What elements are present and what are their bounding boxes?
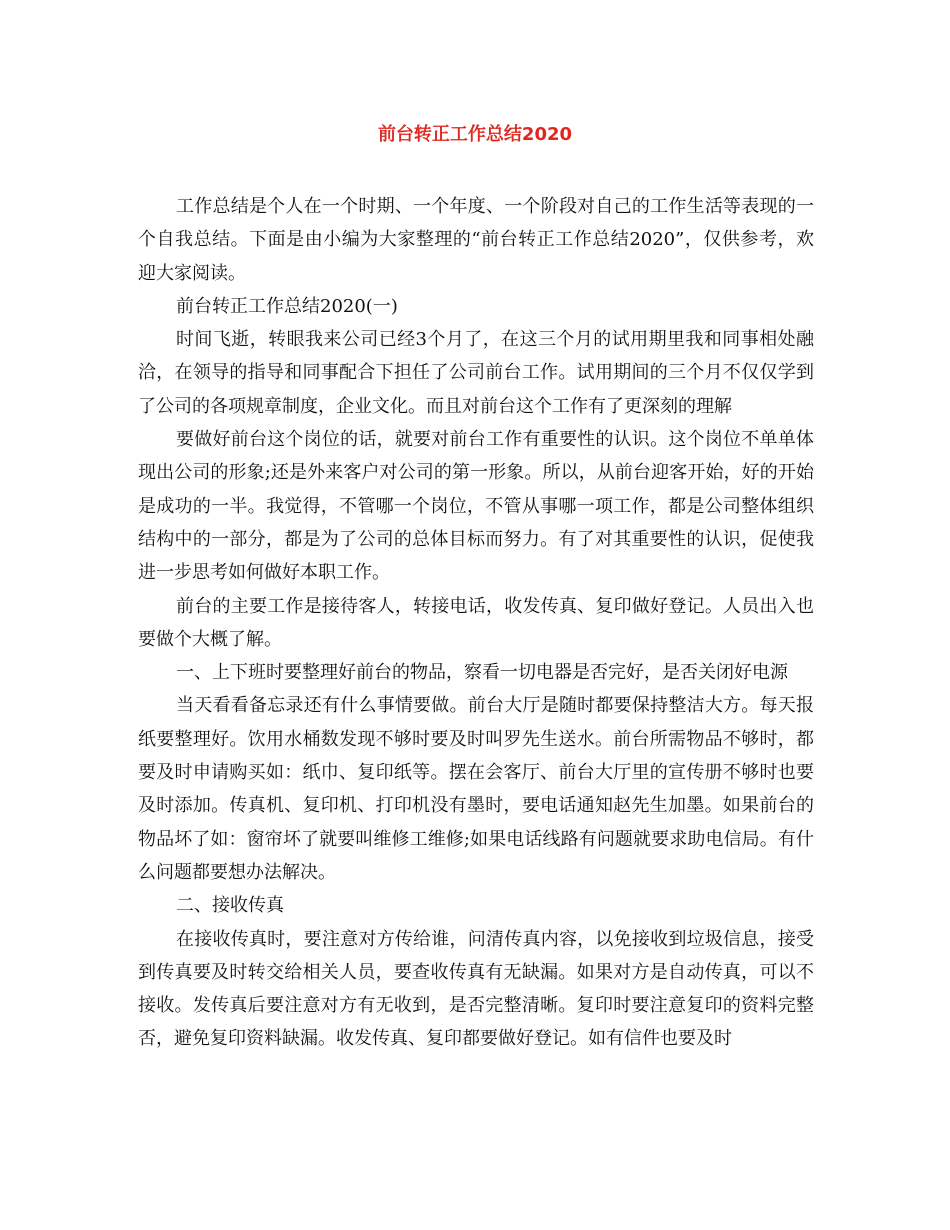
paragraph-main-duties: 前台的主要工作是接待客人，转接电话，收发传真、复印做好登记。人员出入也要做个大概了解。 [138, 595, 814, 650]
paragraph-intro: 工作总结是个人在一个时期、一个年度、一个阶段对自己的工作生活等表现的一个自我总结。下面是由小编为大家整理的“前台转正工作总结2020”，仅供参考，欢迎大家阅读。 [138, 196, 814, 284]
paragraph-section-heading: 前台转正工作总结2020(一) [176, 295, 398, 317]
paragraph-fax: 在接收传真时，要注意对方传给谁，问清传真内容，以免接收到垃圾信息，接受到传真要及时转交给相关人员，要查收传真有无缺漏。如果对方是自动传真，可以不接收。发传真后要注意对方有无收到，是否完整清晰。复印时要注意复印的资料完整否，避免复印资料缺漏。收发传真、复印都要做好登记。如有信件也要及时 [138, 928, 814, 1050]
document-body [138, 190, 814, 1056]
paragraph-item-one-heading: 一、上下班时要整理好前台的物品，察看一切电器是否完好，是否关闭好电源 [176, 662, 788, 684]
paragraph-daily-tasks: 当天看看备忘录还有什么事情要做。前台大厅是随时都要保持整洁大方。每天报纸要整理好。饮用水桶数发现不够时要及时叫罗先生送水。前台所需物品不够时，都要及时申请购买如：纸巾、复印纸等。摆在会客厅、前台大厅里的宣传册不够时也要及时添加。传真机、复印机、打印机没有墨时，要电话通知赵先生加墨。如果前台的物品坏了如：窗帘坏了就要叫维修工维修;如果电话线路有问题就要求助电信局。有什么问题都要想办法解决。 [138, 695, 814, 883]
paragraph-item-two-heading: 二、接收传真 [176, 895, 284, 917]
paragraph-importance: 要做好前台这个岗位的话，就要对前台工作有重要性的认识。这个岗位不单单体现出公司的形象;还是外来客户对公司的第一形象。所以，从前台迎客开始，好的开始是成功的一半。我觉得，不管哪一个岗位，不管从事哪一项工作，都是公司整体组织结构中的一部分，都是为了公司的总体目标而努力。有了对其重要性的认识，促使我进一步思考如何做好本职工作。 [138, 429, 814, 584]
document-title: 前台转正工作总结2020 [377, 124, 573, 145]
paragraph-probation: 时间飞逝，转眼我来公司已经3个月了，在这三个月的试用期里我和同事相处融洽，在领导的指导和同事配合下担任了公司前台工作。试用期间的三个月不仅仅学到了公司的各项规章制度，企业文化。而且对前台这个工作有了更深刻的理解 [138, 329, 814, 417]
